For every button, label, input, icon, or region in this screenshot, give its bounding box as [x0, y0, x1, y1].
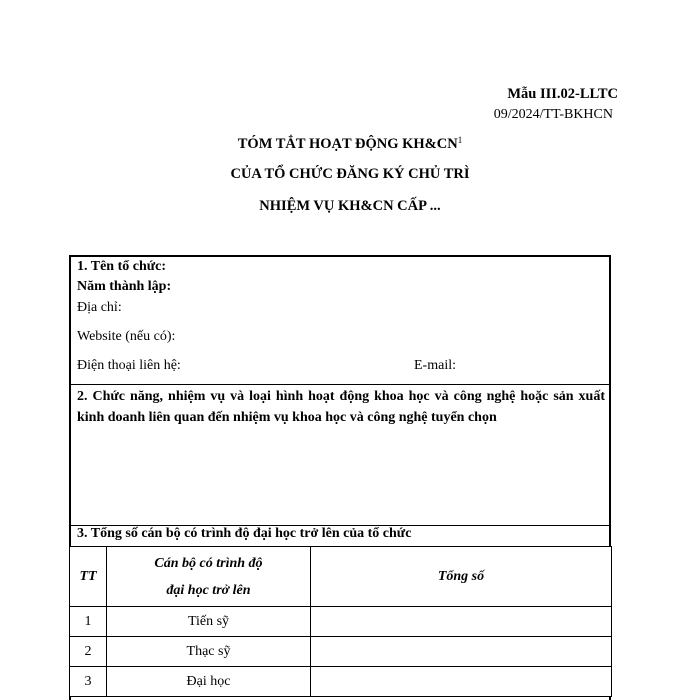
row-level: Thạc sỹ: [107, 637, 311, 667]
title-text: TÓM TẮT HOẠT ĐỘNG KH&CN: [237, 136, 458, 152]
functions-heading: 2. Chức năng, nhiệm vụ và loại hình hoạt động khoa học và công nghệ hoặc sản xuất kinh doanh liên quan đến nhiệm vụ khoa học và công nghệ tuyển chọn: [77, 389, 605, 425]
table-row: [70, 607, 612, 637]
row-number: 3: [70, 667, 107, 697]
email-label: E-mail:: [414, 358, 456, 373]
document-title-line-2: CỦA TỔ CHỨC ĐĂNG KÝ CHỦ TRÌ: [230, 166, 470, 182]
functions-section: [69, 384, 611, 526]
table-row: [70, 667, 612, 697]
row-number: 1: [70, 607, 107, 637]
row-level: Tiến sỹ: [107, 607, 311, 637]
column-header-staff: [107, 547, 311, 607]
document-title-line-3: NHIỆM VỤ KH&CN CẤP ...: [259, 198, 441, 214]
website-label: Website (nếu có):: [77, 329, 176, 344]
organization-name-label: 1. Tên tổ chức:: [77, 259, 167, 274]
phone-label: Điện thoại liên hệ:: [77, 358, 181, 373]
column-header-tt: TT: [70, 547, 107, 607]
column-header-staff-line-2: đại học trở lên: [166, 582, 251, 598]
footnote-marker: 1: [457, 135, 463, 145]
column-header-total: Tổng số: [311, 547, 612, 607]
row-total[interactable]: [311, 637, 612, 667]
form-code: Mẫu III.02-LLTC: [507, 86, 618, 102]
form-reference: 09/2024/TT-BKHCN: [493, 107, 613, 122]
organization-info-section: [69, 255, 611, 385]
staff-table-header-row: [70, 547, 612, 607]
row-level: Đại học: [107, 667, 311, 697]
row-total[interactable]: [311, 667, 612, 697]
staff-table: [69, 546, 612, 697]
staff-section-header: [69, 525, 611, 547]
staff-section-heading: 3. Tổng số cán bộ có trình độ đại học trở lên của tổ chức: [77, 526, 412, 541]
founded-year-label: Năm thành lập:: [77, 279, 172, 294]
document-title-line-1: [0, 136, 700, 153]
row-total[interactable]: [311, 607, 612, 637]
column-header-staff-line-1: Cán bộ có trình độ: [154, 555, 263, 571]
table-row: [70, 637, 612, 667]
row-number: 2: [70, 637, 107, 667]
address-label: Địa chỉ:: [77, 300, 122, 315]
